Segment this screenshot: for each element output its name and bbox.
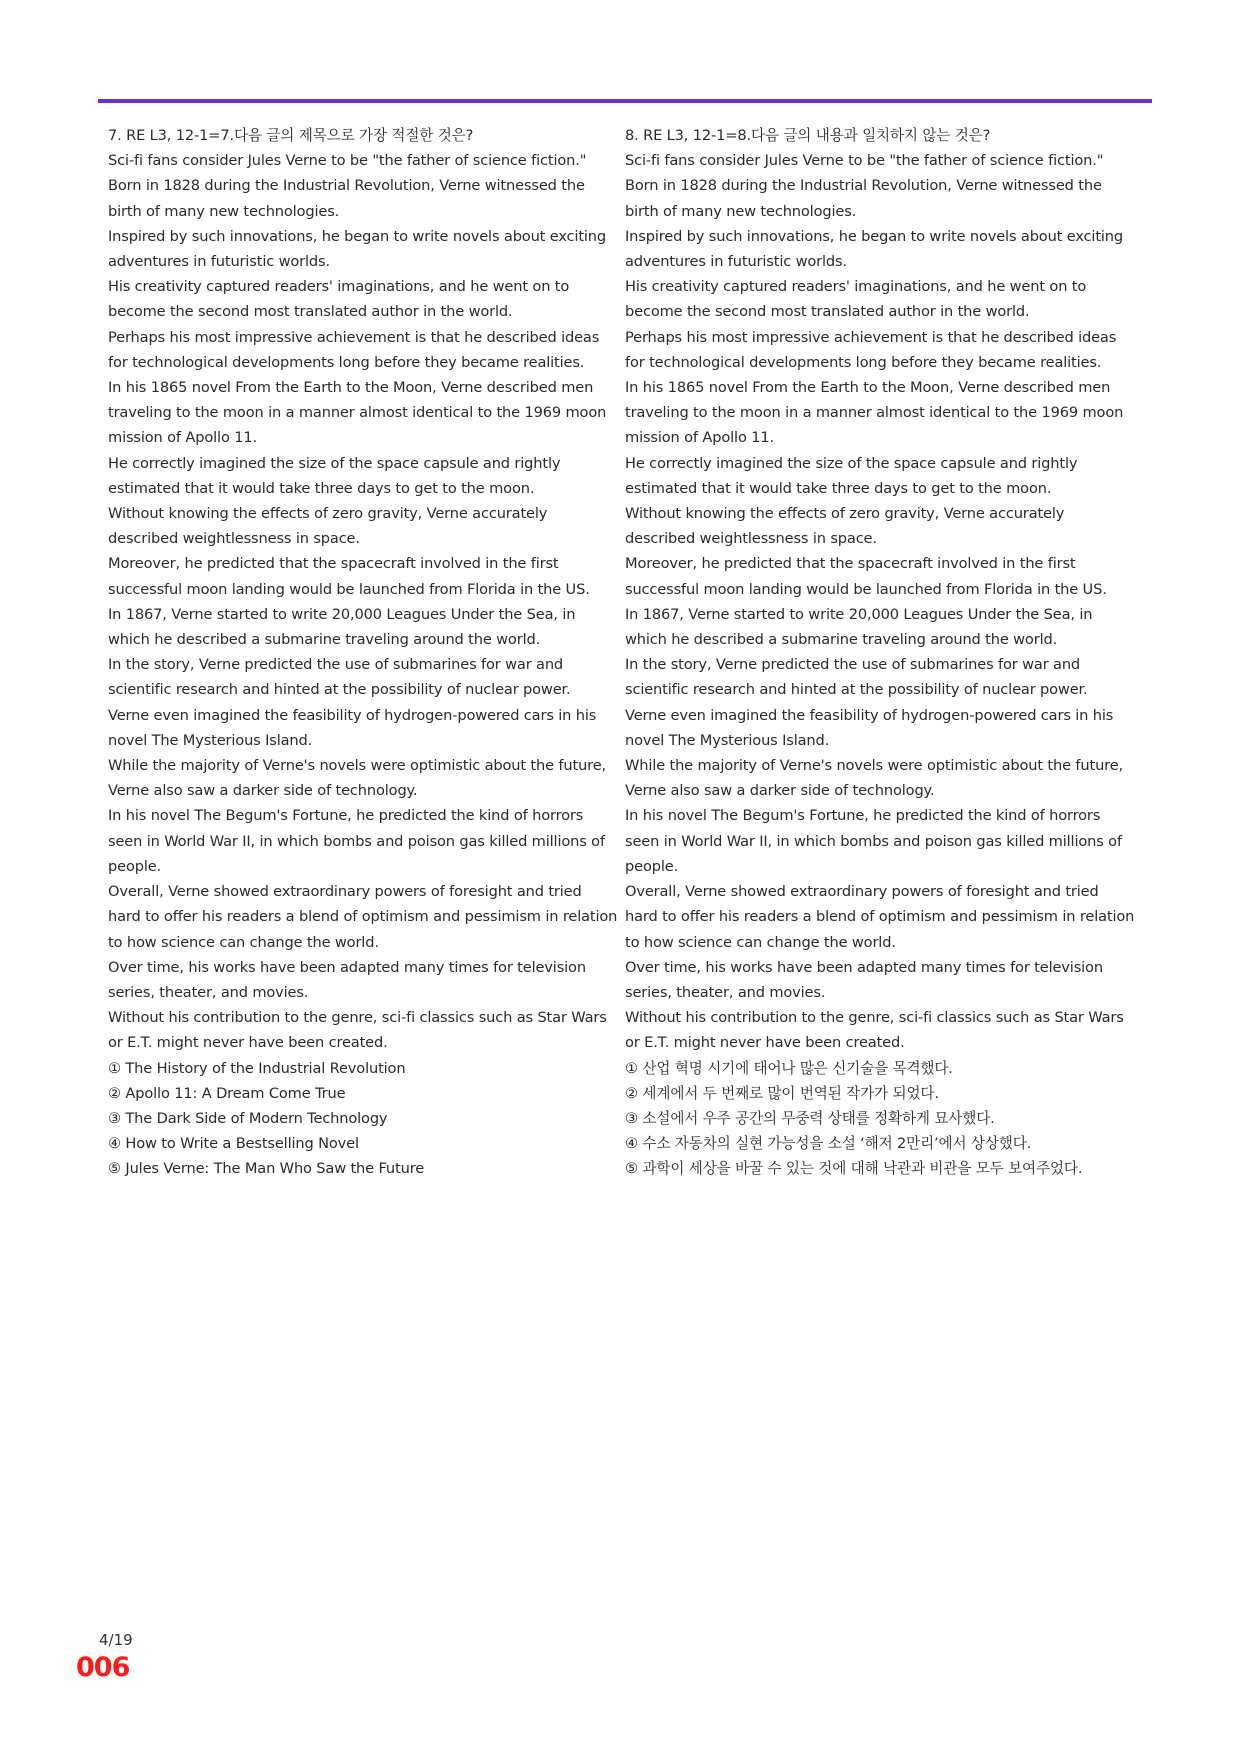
answer-option[interactable]: ② Apollo 11: A Dream Come True bbox=[108, 1084, 346, 1102]
passage-sentence: In 1867, Verne started to write 20,000 Leagues Under the Sea, in which he described a submarine traveling around the world. bbox=[108, 605, 576, 649]
passage-sentence: Inspired by such innovations, he began to write novels about exciting adventures in futuristic worlds. bbox=[108, 227, 607, 271]
passage-sentence: His creativity captured readers' imaginations, and he went on to become the second most translated author in the world. bbox=[108, 278, 570, 321]
passage-sentence: Over time, his works have been adapted many times for television series, theater, and movies. bbox=[625, 958, 1103, 1001]
answer-option[interactable]: ③ 소설에서 우주 공간의 무중력 상태를 정확하게 묘사했다. bbox=[625, 1109, 995, 1127]
passage-sentence: In his 1865 novel From the Earth to the Moon, Verne described men traveling to the moon in a manner almost identical to the 1969 moon mission of Apollo 11. bbox=[108, 379, 607, 447]
header-rule bbox=[98, 99, 1152, 103]
answer-option[interactable]: ⑤ Jules Verne: The Man Who Saw the Future bbox=[108, 1160, 425, 1178]
passage-sentence: While the majority of Verne's novels were optimistic about the future, Verne also saw a darker side of technology. bbox=[108, 757, 607, 800]
question-title: 7. RE L3, 12-1=7.다음 글의 제목으로 가장 적절한 것은? bbox=[108, 127, 474, 144]
passage-sentence: Verne even imagined the feasibility of hydrogen-powered cars in his novel The Mysterious Island. bbox=[108, 706, 597, 749]
passage-sentence: In 1867, Verne started to write 20,000 Leagues Under the Sea, in which he described a submarine traveling around the world. bbox=[625, 605, 1093, 649]
answer-options bbox=[625, 1056, 1135, 1182]
answer-option[interactable]: ① The History of the Industrial Revolution bbox=[108, 1059, 406, 1077]
passage bbox=[625, 148, 1135, 1055]
answer-options bbox=[108, 1056, 618, 1182]
passage-sentence: Overall, Verne showed extraordinary powers of foresight and tried hard to offer his readers a blend of optimism and pessimism in relation to how science can change the world. bbox=[108, 883, 618, 951]
passage-sentence: Perhaps his most impressive achievement is that he described ideas for technological developments long before they became realities. bbox=[108, 328, 600, 371]
passage-sentence: Without his contribution to the genre, sci-fi classics such as Star Wars or E.T. might never have been created. bbox=[625, 1009, 1124, 1052]
question-title: 8. RE L3, 12-1=8.다음 글의 내용과 일치하지 않는 것은? bbox=[625, 127, 991, 144]
passage-sentence: Without knowing the effects of zero gravity, Verne accurately described weightlessness in space. bbox=[625, 505, 1065, 548]
passage-sentence: Without knowing the effects of zero gravity, Verne accurately described weightlessness in space. bbox=[108, 505, 548, 548]
passage-sentence: Sci-fi fans consider Jules Verne to be "the father of science fiction." bbox=[108, 152, 587, 170]
passage-sentence: Moreover, he predicted that the spacecraft involved in the first successful moon landing would be launched from Florida in the US. bbox=[108, 555, 590, 598]
question-7 bbox=[108, 123, 618, 1182]
page-number: 4/19 bbox=[99, 1631, 133, 1649]
passage-sentence: Born in 1828 during the Industrial Revolution, Verne witnessed the birth of many new technologies. bbox=[108, 177, 585, 220]
answer-option[interactable]: ② 세계에서 두 번째로 많이 번역된 작가가 되었다. bbox=[625, 1084, 939, 1102]
passage-sentence: In his novel The Begum's Fortune, he predicted the kind of horrors seen in World War II, in which bombs and poison gas killed millions of people. bbox=[108, 807, 605, 875]
passage-sentence: Over time, his works have been adapted many times for television series, theater, and movies. bbox=[108, 958, 586, 1001]
passage-sentence: In his 1865 novel From the Earth to the Moon, Verne described men traveling to the moon in a manner almost identical to the 1969 moon mission of Apollo 11. bbox=[625, 379, 1124, 447]
passage-sentence: In the story, Verne predicted the use of submarines for war and scientific research and hinted at the possibility of nuclear power. bbox=[108, 656, 571, 699]
passage-sentence: His creativity captured readers' imaginations, and he went on to become the second most translated author in the world. bbox=[625, 278, 1087, 321]
passage-sentence: Sci-fi fans consider Jules Verne to be "the father of science fiction." bbox=[625, 152, 1104, 170]
page-code: 006 bbox=[76, 1652, 130, 1683]
passage-sentence: He correctly imagined the size of the space capsule and rightly estimated that it would take three days to get to the moon. bbox=[625, 454, 1078, 497]
question-8 bbox=[625, 123, 1135, 1182]
answer-option[interactable]: ④ 수소 자동차의 실현 가능성을 소설 ‘해저 2만리’에서 상상했다. bbox=[625, 1135, 1032, 1153]
answer-option[interactable]: ③ The Dark Side of Modern Technology bbox=[108, 1109, 388, 1127]
passage-sentence: Born in 1828 during the Industrial Revolution, Verne witnessed the birth of many new technologies. bbox=[625, 177, 1102, 220]
passage-sentence: Inspired by such innovations, he began to write novels about exciting adventures in futuristic worlds. bbox=[625, 227, 1124, 271]
answer-option[interactable]: ④ How to Write a Bestselling Novel bbox=[108, 1135, 359, 1153]
passage-sentence: Overall, Verne showed extraordinary powers of foresight and tried hard to offer his readers a blend of optimism and pessimism in relation to how science can change the world. bbox=[625, 883, 1135, 951]
passage-sentence: In his novel The Begum's Fortune, he predicted the kind of horrors seen in World War II, in which bombs and poison gas killed millions of people. bbox=[625, 807, 1122, 875]
passage-sentence: In the story, Verne predicted the use of submarines for war and scientific research and hinted at the possibility of nuclear power. bbox=[625, 656, 1088, 699]
passage-sentence: Verne even imagined the feasibility of hydrogen-powered cars in his novel The Mysterious Island. bbox=[625, 706, 1114, 749]
passage-sentence: Moreover, he predicted that the spacecraft involved in the first successful moon landing would be launched from Florida in the US. bbox=[625, 555, 1107, 598]
passage-sentence: He correctly imagined the size of the space capsule and rightly estimated that it would take three days to get to the moon. bbox=[108, 454, 561, 497]
answer-option[interactable]: ① 산업 혁명 시기에 태어나 많은 신기술을 목격했다. bbox=[625, 1059, 953, 1077]
passage-sentence: Perhaps his most impressive achievement is that he described ideas for technological developments long before they became realities. bbox=[625, 328, 1117, 371]
answer-option[interactable]: ⑤ 과학이 세상을 바꿀 수 있는 것에 대해 낙관과 비관을 모두 보여주었다. bbox=[625, 1160, 1083, 1178]
passage-sentence: While the majority of Verne's novels were optimistic about the future, Verne also saw a darker side of technology. bbox=[625, 757, 1124, 800]
passage bbox=[108, 148, 618, 1055]
passage-sentence: Without his contribution to the genre, sci-fi classics such as Star Wars or E.T. might never have been created. bbox=[108, 1009, 607, 1052]
